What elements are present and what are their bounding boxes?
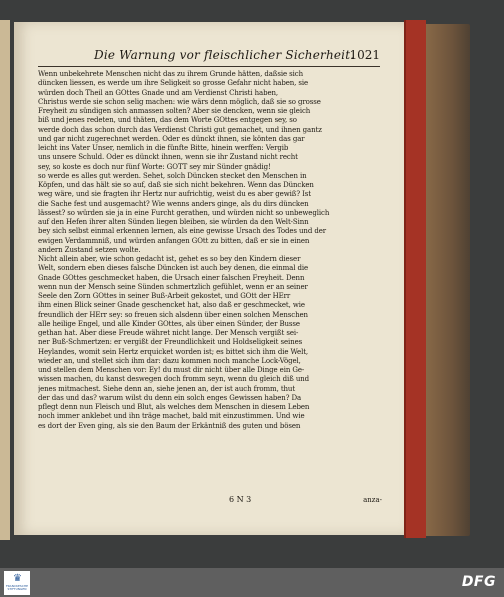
text-line: pflegt denn nun Fleisch und Blut, als welches dem Menschen in diesem Leben [38, 403, 310, 411]
text-line: leicht ins Vater Unser, nemlich in die fünfte Bitte, hinein werffen: Vergib [38, 144, 289, 152]
library-emblem-icon: ♛ [13, 573, 22, 584]
dfg-logo[interactable]: DFG [461, 574, 496, 590]
text-line: die Sache fest und ausgemacht? Wie wenns anders ginge, als du dirs düncken [38, 199, 309, 208]
text-line: Heylandes, womit sein Hertz erquicket worden ist; es bittet sich ihm die Welt, [38, 347, 309, 356]
text-line: und gar nicht zugerechnet werden. Oder es dünckt ihnen, sie könten das gar [38, 134, 305, 143]
text-line: würden doch Theil an GOttes Gnade und am Verdienst Christi haben, [38, 88, 279, 97]
text-line: Seele den Zorn GOttes in seiner Buß-Arbeit gekostet, und GOtt der HErr [38, 292, 291, 300]
text-line: gethan hat. Aber diese Freude währet nicht lange. Der Mensch vergißt sei- [38, 329, 299, 337]
text-line: jenes mitmachest. Siehe denn an, siehe jenen an, der ist auch fromm, thut [38, 384, 296, 393]
text-line: andern Zustand setzen wolte. [38, 245, 141, 254]
text-line: alle heilige Engel, und alle Kinder GOttes, als über einen Sünder, der Busse [38, 319, 300, 328]
footer-bar [0, 568, 504, 597]
book-page [14, 22, 404, 535]
text-line: freundlich der HErr sey: so freuen sich alsdenn über einen solchen Menschen [38, 310, 308, 319]
text-line: ner Buß-Schmertzen: er vergißt der Freundlichkeit und Holdseligkeit seines [38, 338, 303, 347]
library-logo-text: FRANCKESCHE STIFTUNGEN [5, 584, 29, 592]
text-line: und stellen dem Menschen vor: Ey! du must dir nicht über alle Dinge ein Ge- [38, 366, 305, 374]
signature-mark: 6 N 3 [229, 495, 252, 504]
library-logo[interactable] [4, 571, 30, 595]
text-line: düncken liessen, es werde um ihre Seligkeit so grosse Gefahr nicht haben, sie [38, 79, 309, 88]
text-line: lässest? so würden sie ja in eine Furcht gerathen, und würden nicht so unbeweglich [38, 208, 330, 217]
running-title: Die Warnung vor fleischlicher Sicherheit. [94, 48, 355, 62]
left-page-edge [0, 20, 10, 540]
catchword: anza- [363, 496, 382, 504]
text-line: sey, so koste es doch nur fünf Worte: GOTT sey mir Sünder gnädig! [38, 162, 271, 171]
text-line: es dort der Even ging, als sie den Baum der Erkäntniß des guten und bösen [38, 421, 301, 430]
book-cover [424, 24, 470, 536]
text-line: biß und jenes redeten, und thäten, das dem Worte GOttes entgegen sey, so [38, 116, 297, 125]
text-line: wenn nun der Mensch seine Sünden schmertzlich gefühlet, wenn er an seiner [38, 282, 308, 291]
text-line: Wenn unbekehrete Menschen nicht das zu ihrem Grunde hätten, daßsie sich [38, 70, 304, 78]
page-header [38, 48, 380, 67]
text-line: weg wäre, und sie fragten ihr Hertz nur aufrichtig, weist du es aber gewiß? Ist [38, 190, 311, 199]
text-line: Gnade GOttes geschmecket haben, die Ursach einer falschen Freyheit. Denn [38, 273, 305, 282]
text-line: Christus werde sie schon selig machen: wie wärs denn möglich, daß sie so grosse [38, 97, 321, 106]
text-line: Köpfen, und das hält sie so auf, daß sie sich nicht bekehren. Wenn das Düncken [38, 181, 314, 189]
page-number: 1021 [349, 48, 380, 62]
text-line: Welt, sondern eben dieses falsche Düncken ist auch bey denen, die einmal die [38, 264, 309, 273]
text-line: werde doch das schon durch das Verdienst Christi gut gemachet, und ihnen gantz [38, 125, 322, 134]
text-line: so werde es alles gut werden. Sehet, solch Düncken stecket den Menschen in [38, 171, 307, 180]
book-page-edge [404, 20, 426, 538]
text-line: Nicht allein aber, wie schon gedacht ist, gehet es so bey den Kindern dieser [38, 255, 301, 263]
text-line: der das und das? warum wilst du denn ein solch enges Gewissen haben? Da [38, 393, 302, 402]
body-text [38, 70, 380, 431]
text-line: wieder an, und stellet sich ihm dar: dazu kommen noch manche Lock-Vögel, [38, 356, 301, 365]
text-line: noch immer anklebet und ihn träge machet, bald mit einzustimmen. Und wie [38, 412, 305, 421]
text-line: auf den Hefen ihrer alten Sünden liegen bleiben, sie würden da den Welt-Sinn [38, 218, 309, 226]
text-line: ewigen Verdammniß, und würden anfangen GOtt zu bitten, daß er sie in einen [38, 236, 310, 245]
text-line: ihm einen Blick seiner Gnade geschencket hat, also daß er geschmecket, wie [38, 301, 305, 310]
text-line: Freyheit zu sündigen sich anmassen solten? Aber sie dencken, wenn sie gleich [38, 107, 311, 115]
text-line: uns unsere Schuld. Oder es dünckt ihnen, wenn sie ihr Zustand nicht recht [38, 153, 298, 162]
text-line: wissen machen, du kanst deswegen doch fromm seyn, wenn du gleich diß und [38, 375, 310, 384]
text-line: bey sich selbst einmal erkennen lernen, als eine gewisse Ursach des Todes und der [38, 227, 327, 236]
